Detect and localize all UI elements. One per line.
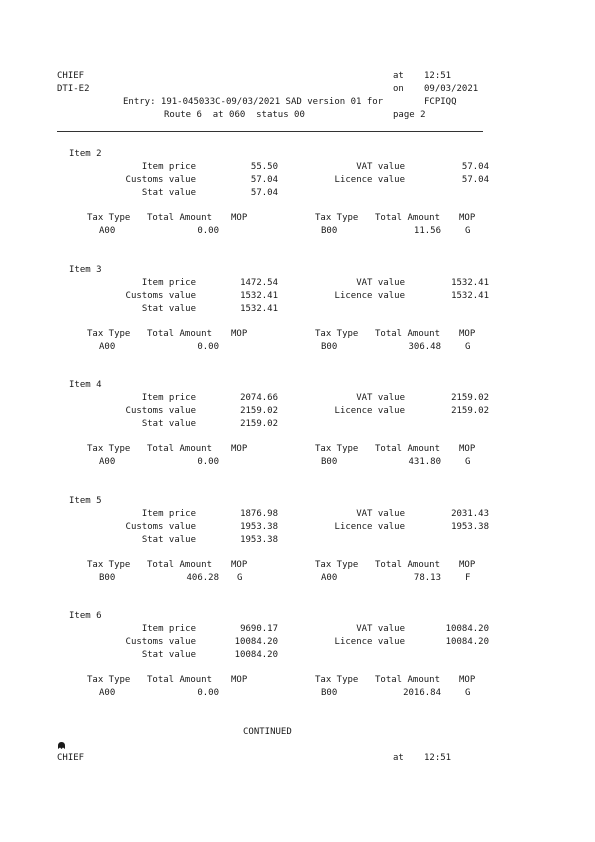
licence-value: 10084.20 <box>445 637 489 647</box>
tax-type: A00 <box>99 457 116 467</box>
item-price-value: 55.50 <box>250 162 278 172</box>
tax-type: A00 <box>99 688 116 698</box>
licence-value-label: Licence value <box>334 406 405 416</box>
item-title: Item 6 <box>69 611 102 621</box>
licence-value-label: Licence value <box>334 291 405 301</box>
header-time: 12:51 <box>424 71 452 81</box>
tax-type-header: Tax Type <box>315 560 359 570</box>
total-amount-header: Total Amount <box>375 213 441 223</box>
mop-header: MOP <box>459 213 476 223</box>
tax-type: A00 <box>321 573 338 583</box>
tax-amount: 431.80 <box>408 457 441 467</box>
vat-value: 1532.41 <box>451 278 489 288</box>
vat-value: 2159.02 <box>451 393 489 403</box>
header-system: DTI-E2 <box>57 84 90 94</box>
tax-mop: G <box>465 457 471 467</box>
stat-value-label: Stat value <box>141 304 196 314</box>
vat-value-label: VAT value <box>356 624 405 634</box>
header-user: CHIEF <box>57 71 85 81</box>
item-price-label: Item price <box>141 624 196 634</box>
mop-header: MOP <box>231 675 248 685</box>
customs-value-label: Customs value <box>125 175 196 185</box>
vat-value: 10084.20 <box>445 624 489 634</box>
tax-type-header: Tax Type <box>87 444 131 454</box>
tax-amount: 0.00 <box>197 342 219 352</box>
tax-amount: 2016.84 <box>403 688 441 698</box>
mop-header: MOP <box>231 444 248 454</box>
item-price-value: 1472.54 <box>240 278 278 288</box>
tax-mop: G <box>465 226 471 236</box>
customs-value: 1953.38 <box>240 522 278 532</box>
vat-value-label: VAT value <box>356 278 405 288</box>
stat-value: 10084.20 <box>234 650 278 660</box>
licence-value-label: Licence value <box>334 522 405 532</box>
item-price-value: 9690.17 <box>240 624 278 634</box>
footer-time: 12:51 <box>424 753 452 763</box>
tax-type: A00 <box>99 342 116 352</box>
item-title: Item 4 <box>69 380 102 390</box>
vat-value-label: VAT value <box>356 393 405 403</box>
header-date: 09/03/2021 <box>424 84 479 94</box>
tax-mop: G <box>237 573 243 583</box>
mop-header: MOP <box>231 213 248 223</box>
footer-user: CHIEF <box>57 753 85 763</box>
customs-value-label: Customs value <box>125 637 196 647</box>
tax-amount: 0.00 <box>197 226 219 236</box>
tax-mop: G <box>465 342 471 352</box>
total-amount-header: Total Amount <box>375 444 441 454</box>
continued-label: CONTINUED <box>243 727 292 737</box>
tax-amount: 78.13 <box>413 573 441 583</box>
tax-mop: F <box>465 573 471 583</box>
tax-type-header: Tax Type <box>87 329 131 339</box>
total-amount-header: Total Amount <box>375 675 441 685</box>
mop-header: MOP <box>459 329 476 339</box>
item-price-label: Item price <box>141 393 196 403</box>
stat-value: 1953.38 <box>240 535 278 545</box>
tax-type: B00 <box>321 342 338 352</box>
tax-amount: 406.28 <box>186 573 219 583</box>
tax-type-header: Tax Type <box>87 675 131 685</box>
stat-value: 57.04 <box>250 188 278 198</box>
tax-type: B00 <box>321 457 338 467</box>
footer-at-label: at <box>393 753 404 763</box>
mop-header: MOP <box>459 560 476 570</box>
item-title: Item 3 <box>69 265 102 275</box>
logo-mark-icon <box>57 741 66 753</box>
total-amount-header: Total Amount <box>147 444 213 454</box>
customs-value: 1532.41 <box>240 291 278 301</box>
stat-value-label: Stat value <box>141 650 196 660</box>
stat-value: 1532.41 <box>240 304 278 314</box>
licence-value-label: Licence value <box>334 637 405 647</box>
mop-header: MOP <box>231 329 248 339</box>
mop-header: MOP <box>459 675 476 685</box>
tax-amount: 0.00 <box>197 688 219 698</box>
total-amount-header: Total Amount <box>147 675 213 685</box>
total-amount-header: Total Amount <box>147 560 213 570</box>
item-price-value: 2074.66 <box>240 393 278 403</box>
tax-type: A00 <box>99 226 116 236</box>
header-at-label: at <box>393 71 404 81</box>
vat-value-label: VAT value <box>356 509 405 519</box>
tax-mop: G <box>465 688 471 698</box>
header-route-line: Route 6 at 060 status 00 <box>164 110 305 120</box>
header-trader: FCPIQQ <box>424 97 457 107</box>
tax-type-header: Tax Type <box>87 560 131 570</box>
mop-header: MOP <box>459 444 476 454</box>
customs-value: 10084.20 <box>234 637 278 647</box>
mop-header: MOP <box>231 560 248 570</box>
tax-type-header: Tax Type <box>315 675 359 685</box>
item-price-label: Item price <box>141 278 196 288</box>
stat-value-label: Stat value <box>141 419 196 429</box>
tax-type-header: Tax Type <box>315 213 359 223</box>
tax-type-header: Tax Type <box>315 444 359 454</box>
customs-value-label: Customs value <box>125 522 196 532</box>
licence-value-label: Licence value <box>334 175 405 185</box>
total-amount-header: Total Amount <box>147 213 213 223</box>
header-entry-line: Entry: 191-045033C-09/03/2021 SAD version 01 for <box>123 97 384 107</box>
licence-value: 57.04 <box>461 175 489 185</box>
tax-amount: 306.48 <box>408 342 441 352</box>
customs-value: 2159.02 <box>240 406 278 416</box>
tax-type: B00 <box>321 226 338 236</box>
header-divider <box>57 131 483 132</box>
stat-value-label: Stat value <box>141 535 196 545</box>
customs-value-label: Customs value <box>125 291 196 301</box>
header-on-label: on <box>393 84 404 94</box>
customs-value: 57.04 <box>250 175 278 185</box>
item-title: Item 5 <box>69 496 102 506</box>
tax-amount: 11.56 <box>413 226 441 236</box>
vat-value: 2031.43 <box>451 509 489 519</box>
vat-value: 57.04 <box>461 162 489 172</box>
licence-value: 1532.41 <box>451 291 489 301</box>
total-amount-header: Total Amount <box>147 329 213 339</box>
total-amount-header: Total Amount <box>375 560 441 570</box>
stat-value: 2159.02 <box>240 419 278 429</box>
item-price-value: 1876.98 <box>240 509 278 519</box>
customs-value-label: Customs value <box>125 406 196 416</box>
item-price-label: Item price <box>141 162 196 172</box>
tax-type-header: Tax Type <box>87 213 131 223</box>
item-title: Item 2 <box>69 149 102 159</box>
total-amount-header: Total Amount <box>375 329 441 339</box>
stat-value-label: Stat value <box>141 188 196 198</box>
tax-type: B00 <box>321 688 338 698</box>
tax-type: B00 <box>99 573 116 583</box>
tax-type-header: Tax Type <box>315 329 359 339</box>
licence-value: 1953.38 <box>451 522 489 532</box>
item-price-label: Item price <box>141 509 196 519</box>
licence-value: 2159.02 <box>451 406 489 416</box>
vat-value-label: VAT value <box>356 162 405 172</box>
tax-amount: 0.00 <box>197 457 219 467</box>
header-page: page 2 <box>393 110 426 120</box>
